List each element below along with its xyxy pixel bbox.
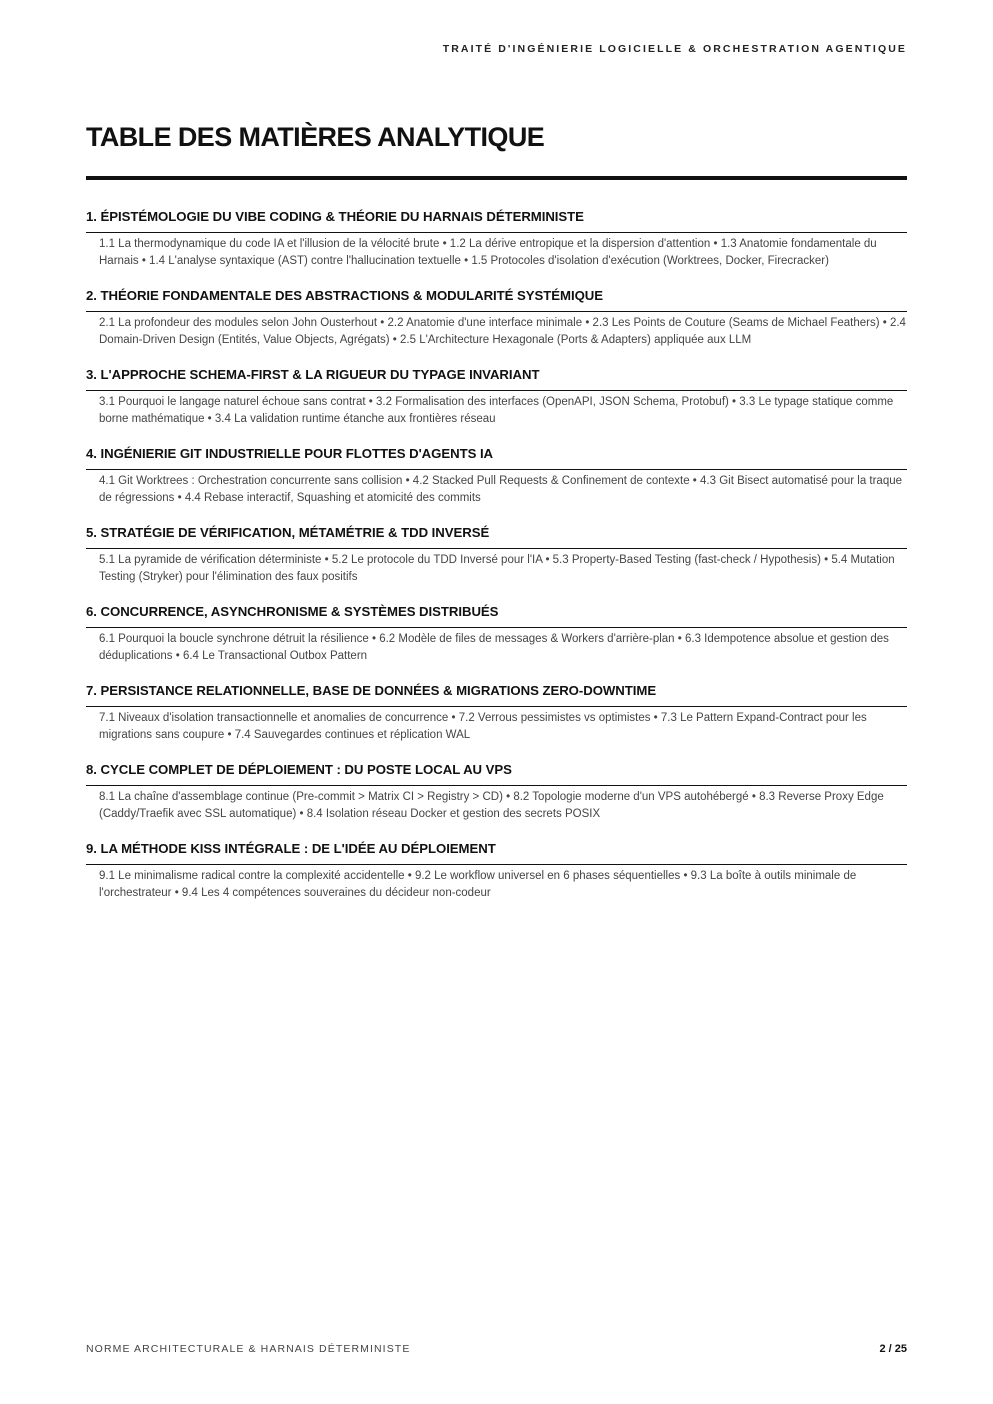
section-heading: 4. INGÉNIERIE GIT INDUSTRIELLE POUR FLOTTES D'AGENTS IA (86, 446, 907, 470)
section-heading: 2. THÉORIE FONDAMENTALE DES ABSTRACTIONS & MODULARITÉ SYSTÉMIQUE (86, 288, 907, 312)
section-heading: 9. LA MÉTHODE KISS INTÉGRALE : DE L'IDÉE AU DÉPLOIEMENT (86, 841, 907, 865)
toc-section (86, 604, 907, 665)
section-items: 3.1 Pourquoi le langage naturel échoue sans contrat • 3.2 Formalisation des interfaces (OpenAPI, JSON Schema, Protobuf) • 3.3 Le typage statique comme borne mathématique • 3.4 La validation runtime étanche aux frontières réseau (99, 396, 894, 425)
section-heading: 8. CYCLE COMPLET DE DÉPLOIEMENT : DU POSTE LOCAL AU VPS (86, 762, 907, 786)
page-number: 2 / 25 (879, 1343, 907, 1355)
toc-section (86, 367, 907, 428)
toc-section (86, 209, 907, 270)
toc-section (86, 683, 907, 744)
section-items: 2.1 La profondeur des modules selon John Ousterhout • 2.2 Anatomie d'une interface minimale • 2.3 Les Points de Couture (Seams de Michael Feathers) • 2.4 Domain-Driven Design (Entités, Value Objects, Agrégats) • 2.5 L'Architecture Hexagonale (Ports & Adapters) appliquée aux LLM (99, 317, 906, 346)
toc-section (86, 762, 907, 823)
running-footer: NORME ARCHITECTURALE & HARNAIS DÉTERMINISTE (86, 1343, 411, 1355)
section-items: 7.1 Niveaux d'isolation transactionnelle et anomalies de concurrence • 7.2 Verrous pessimistes vs optimistes • 7.3 Le Pattern Expand-Contract pour les migrations sans coupure • 7.4 Sauvegardes continues et réplication WAL (99, 712, 867, 741)
table-of-contents (86, 209, 907, 920)
section-items: 9.1 Le minimalisme radical contre la complexité accidentelle • 9.2 Le workflow universel en 6 phases séquentielles • 9.3 La boîte à outils minimale de l'orchestrateur • 9.4 Les 4 compétences souveraines du décideur non-codeur (99, 870, 857, 899)
toc-section (86, 525, 907, 586)
section-heading: 7. PERSISTANCE RELATIONNELLE, BASE DE DONNÉES & MIGRATIONS ZERO-DOWNTIME (86, 683, 907, 707)
running-header: TRAITÉ D'INGÉNIERIE LOGICIELLE & ORCHESTRATION AGENTIQUE (442, 43, 907, 55)
title-divider (86, 176, 907, 180)
page-title: TABLE DES MATIÈRES ANALYTIQUE (86, 122, 545, 152)
section-items: 8.1 La chaîne d'assemblage continue (Pre-commit > Matrix CI > Registry > CD) • 8.2 Topologie moderne d'un VPS autohébergé • 8.3 Reverse Proxy Edge (Caddy/Traefik avec SSL automatique) • 8.4 Isolation réseau Docker et gestion des secrets POSIX (99, 791, 884, 820)
section-items: 6.1 Pourquoi la boucle synchrone détruit la résilience • 6.2 Modèle de files de messages & Workers d'arrière-plan • 6.3 Idempotence absolue et gestion des déduplications • 6.4 Le Transactional Outbox Pattern (99, 633, 889, 662)
section-heading: 1. ÉPISTÉMOLOGIE DU VIBE CODING & THÉORIE DU HARNAIS DÉTERMINISTE (86, 209, 907, 233)
section-items: 1.1 La thermodynamique du code IA et l'illusion de la vélocité brute • 1.2 La dérive entropique et la dispersion d'attention • 1.3 Anatomie fondamentale du Harnais • 1.4 L'analyse syntaxique (AST) contre l'hallucination textuelle • 1.5 Protocoles d'isolation d'exécution (Worktrees, Docker, Firecracker) (99, 238, 877, 267)
section-heading: 3. L'APPROCHE SCHEMA-FIRST & LA RIGUEUR DU TYPAGE INVARIANT (86, 367, 907, 391)
section-heading: 5. STRATÉGIE DE VÉRIFICATION, MÉTAMÉTRIE & TDD INVERSÉ (86, 525, 907, 549)
toc-section (86, 288, 907, 349)
toc-section (86, 446, 907, 507)
section-items: 4.1 Git Worktrees : Orchestration concurrente sans collision • 4.2 Stacked Pull Requests & Confinement de contexte • 4.3 Git Bisect automatisé pour la traque de régressions • 4.4 Rebase interactif, Squashing et atomicité des commits (99, 475, 903, 504)
toc-section (86, 841, 907, 902)
section-heading: 6. CONCURRENCE, ASYNCHRONISME & SYSTÈMES DISTRIBUÉS (86, 604, 907, 628)
section-items: 5.1 La pyramide de vérification déterministe • 5.2 Le protocole du TDD Inversé pour l'IA • 5.3 Property-Based Testing (fast-check / Hypothesis) • 5.4 Mutation Testing (Stryker) pour l'élimination des faux positifs (99, 554, 895, 583)
